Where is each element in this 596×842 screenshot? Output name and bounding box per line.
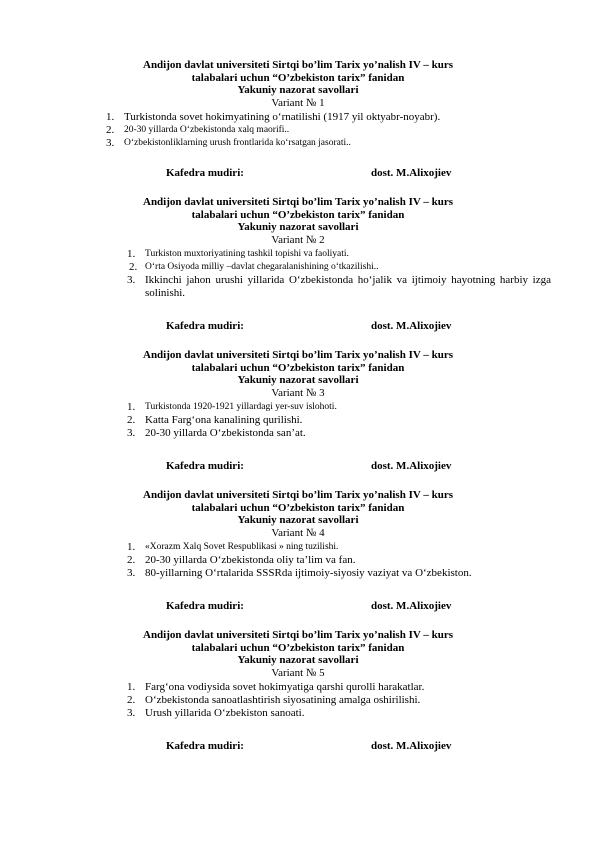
- list-item: 3. 20-30 yillarda O‘zbekistonda san’at.: [127, 427, 306, 439]
- header-line-1: Andijon davlat universiteti Sirtqi bo’lim Tarix yo’nalish IV – kurs: [143, 629, 453, 641]
- header-line-3: Yakuniy nazorat savollari: [237, 84, 359, 96]
- variant-block-3: [0, 349, 596, 440]
- header-line-2: talabalari uchun “O’zbekiston tarix” fanidan: [191, 71, 405, 84]
- signature-name: dost. M.Alixojiev: [371, 167, 452, 179]
- list-item: 3. Ikkinchi jahon urushi yillarida O‘zbekistonda ho‘jalik va ijtimoiy hayotning harbiy izga solinishi.: [127, 274, 551, 299]
- signature-role: Kafedra mudiri:: [166, 460, 244, 472]
- list-item: 2. 20-30 yillarda O‘zbekistonda xalq maorifi..: [106, 124, 290, 136]
- list-item: 1. Turkiston muxtoriyatining tashkil topishi va faoliyati.: [127, 248, 349, 260]
- question-list: [0, 401, 596, 440]
- header-line-3: Yakuniy nazorat savollari: [237, 514, 359, 526]
- header-line-2: talabalari uchun “O’zbekiston tarix” fanidan: [191, 361, 405, 374]
- signature-role: Kafedra mudiri:: [166, 740, 244, 752]
- signature-role: Kafedra mudiri:: [166, 167, 244, 179]
- signature-role: Kafedra mudiri:: [166, 320, 244, 332]
- list-item: 1. «Xorazm Xalq Sovet Respublikasi » ning tuzilishi.: [127, 541, 339, 553]
- variant-title: Variant № 5: [271, 666, 325, 679]
- variant-block-5: [0, 629, 596, 720]
- header-line-1: Andijon davlat universiteti Sirtqi bo’lim Tarix yo’nalish IV – kurs: [143, 489, 453, 501]
- variant-title: Variant № 4: [271, 526, 325, 539]
- signature-name: dost. M.Alixojiev: [371, 460, 452, 472]
- header-line-1: Andijon davlat universiteti Sirtqi bo’lim Tarix yo’nalish IV – kurs: [143, 196, 453, 208]
- signature-name: dost. M.Alixojiev: [371, 740, 452, 752]
- question-list: [0, 248, 596, 300]
- variant-block-2: [0, 196, 596, 300]
- variant-block-1: [0, 59, 596, 150]
- list-item: 2. 20-30 yillarda O‘zbekistonda oliy ta’lim va fan.: [127, 554, 356, 566]
- signature-name: dost. M.Alixojiev: [371, 320, 452, 332]
- variant-block-4: [0, 489, 596, 580]
- list-item: 3. Urush yillarida O‘zbekiston sanoati.: [127, 707, 305, 719]
- signature-name: dost. M.Alixojiev: [371, 600, 452, 612]
- header-line-1: Andijon davlat universiteti Sirtqi bo’lim Tarix yo’nalish IV – kurs: [143, 349, 453, 361]
- question-list: [0, 541, 596, 580]
- variant-title: Variant № 2: [271, 233, 325, 246]
- variant-title: Variant № 1: [271, 96, 325, 109]
- header-line-2: talabalari uchun “O’zbekiston tarix” fanidan: [191, 501, 405, 514]
- list-item: 3. O‘zbekistonliklarning urush frontlarida ko‘rsatgan jasorati..: [106, 137, 351, 149]
- header-line-3: Yakuniy nazorat savollari: [237, 374, 359, 386]
- signature-role: Kafedra mudiri:: [166, 600, 244, 612]
- question-list: [0, 681, 596, 720]
- header-line-2: talabalari uchun “O’zbekiston tarix” fanidan: [191, 641, 405, 654]
- question-list: [0, 111, 596, 150]
- list-item: 1. Farg‘ona vodiysida sovet hokimyatiga qarshi qurolli harakatlar.: [127, 681, 425, 693]
- header-line-2: talabalari uchun “O’zbekiston tarix” fanidan: [191, 208, 405, 221]
- list-item: 2. Katta Farg‘ona kanalining qurilishi.: [127, 414, 303, 426]
- list-item: 3. 80-yillarning O‘rtalarida SSSRda ijtimoiy-siyosiy vaziyat va O‘zbekiston.: [127, 567, 472, 579]
- header-line-3: Yakuniy nazorat savollari: [237, 654, 359, 666]
- list-item: 1. Turkistonda 1920-1921 yillardagi yer-suv islohoti.: [127, 401, 337, 413]
- list-item: 2. O‘zbekistonda sanoatlashtirish siyosatining amalga oshirilishi.: [127, 694, 421, 706]
- header-line-3: Yakuniy nazorat savollari: [237, 221, 359, 233]
- variant-title: Variant № 3: [271, 386, 325, 399]
- list-item: 2. O‘rta Osiyoda milliy –davlat chegaralanishining o‘tkazilishi..: [129, 261, 379, 273]
- list-item: 1. Turkistonda sovet hokimyatining o‘rnatilishi (1917 yil oktyabr-noyabr).: [106, 111, 441, 123]
- header-line-1: Andijon davlat universiteti Sirtqi bo’lim Tarix yo’nalish IV – kurs: [143, 59, 453, 71]
